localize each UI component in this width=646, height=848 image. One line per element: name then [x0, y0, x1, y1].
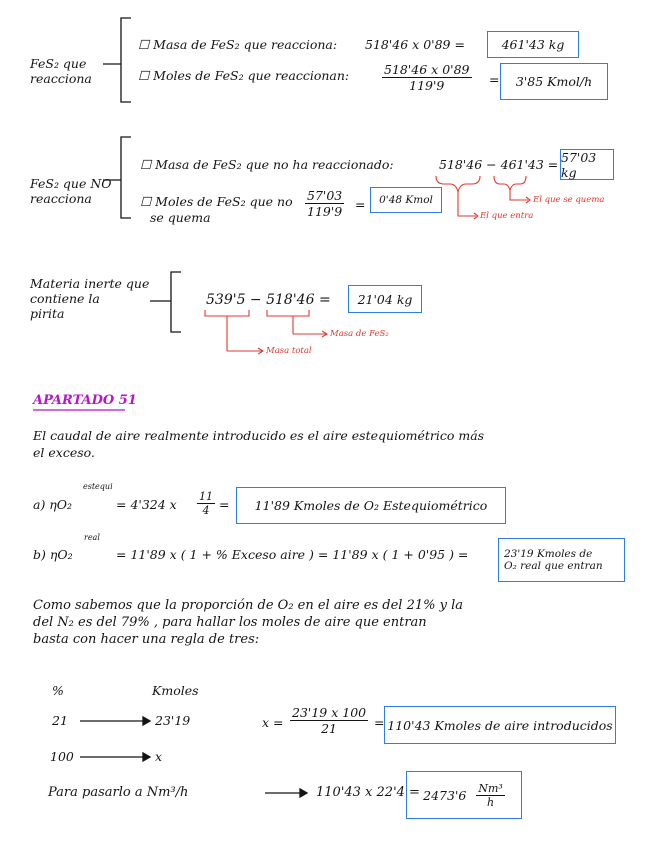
block1-label [30, 56, 92, 86]
block2-row2-result: 0'48 Kmol [370, 187, 442, 213]
para-line3: basta con hacer una regla de tres: [33, 632, 260, 647]
para-line1: Como sabemos que la proporción de O₂ en el aire es del 21% y la [33, 598, 464, 613]
block1-row2-den: 119'9 [409, 78, 445, 93]
eq-b-prefix: b) ηO₂ [33, 547, 73, 562]
para-line2: del N₂ es del 79% , para hallar los moles de aire que entran [33, 615, 427, 630]
rule-row1-a: 21 [52, 713, 68, 728]
final-unit-den: h [487, 795, 495, 809]
rule-x-label: x = [262, 715, 284, 730]
rule-row2-b: x [155, 749, 163, 764]
final-result [406, 771, 522, 819]
rule-den: 21 [321, 721, 337, 736]
block2-label-line2: reacciona [30, 191, 92, 206]
eq-a-fraction [197, 490, 215, 517]
section-intro-line2: el exceso. [33, 445, 95, 460]
eq-b-result-line2: O₂ real que entran [504, 560, 603, 572]
rule-num: 23'19 x 100 [292, 705, 367, 720]
eq-b-result [498, 538, 625, 582]
eq-a-num: 11 [199, 490, 213, 503]
block1-label-line1: FeS₂ que [30, 56, 87, 71]
block2-row2-eq: = [355, 197, 366, 212]
block1-row2-text: ☐ Moles de FeS₂ que reaccionan: [138, 68, 350, 83]
rule-header-kmoles: Kmoles [152, 683, 199, 698]
final-expr: 110'43 x 22'4 = [316, 785, 420, 800]
block1-row2-fraction [382, 62, 472, 93]
eq-a-expr: = 4'324 x [116, 497, 177, 512]
eq-a-eq: = [219, 497, 230, 512]
block1-row2-eq: = [489, 72, 500, 87]
eq-b-expr: = 11'89 x ( 1 + % Exceso aire ) = 11'89 x ( 1 + 0'95 ) = [116, 547, 469, 562]
block3-note-b: Masa de FeS₂ [330, 329, 389, 339]
block2-row2-text: ☐ Moles de FeS₂ que no [140, 194, 293, 209]
eq-a-prefix: a) ηO₂ [33, 497, 73, 512]
block2-label [30, 176, 112, 206]
block2-row2-fraction [305, 188, 344, 219]
block3-label-line1: Materia inerte que [30, 276, 150, 291]
rule-header-percent: % [52, 683, 64, 698]
block3-result: 21'04 kg [348, 285, 422, 313]
block3-note-a: Masa total [266, 346, 312, 356]
block1-row1-expr: 518'46 x 0'89 = [365, 37, 465, 52]
block2-row1-result: 57'03 kg [560, 149, 614, 180]
eq-a-sup: estequi [83, 482, 113, 491]
block3-label [30, 276, 149, 321]
section-intro-line1: El caudal de aire realmente introducido es el aire estequiométrico más [33, 428, 485, 443]
block3-label-line3: pirita [30, 306, 65, 321]
block1-row2-num: 518'46 x 0'89 [384, 62, 470, 77]
block1-row1-result: 461'43 kg [487, 31, 579, 58]
block2-label-line1: FeS₂ que NO [30, 176, 112, 191]
final-text: Para pasarlo a Nm³/h [48, 785, 189, 800]
block2-note-a: El que entra [480, 211, 534, 221]
block2-row2-den: 119'9 [307, 204, 343, 219]
rule-row1-b: 23'19 [155, 713, 191, 728]
rule-row2-a: 100 [50, 749, 74, 764]
final-unit-num: Nm³ [478, 781, 503, 795]
final-unit [476, 782, 504, 809]
block2-row1-expr: 518'46 − 461'43 = [439, 157, 559, 172]
block1-label-line2: reacciona [30, 71, 92, 86]
block2-row2-text2: se quema [150, 210, 211, 225]
rule-result: 110'43 Kmoles de aire introducidos [384, 706, 616, 744]
rule-fraction [290, 705, 368, 736]
final-result-value: 2473'6 [423, 787, 467, 803]
block3-expr: 539'5 − 518'46 = [206, 292, 331, 308]
section-title: APARTADO 51 [33, 393, 137, 408]
block2-row2-num: 57'03 [307, 188, 343, 203]
block1-row2-result: 3'85 Kmol/h [500, 63, 608, 100]
eq-b-sup: real [84, 533, 100, 542]
eq-a-den: 4 [202, 504, 210, 517]
block3-label-line2: contiene la [30, 291, 100, 306]
block2-row1-text: ☐ Masa de FeS₂ que no ha reaccionado: [140, 157, 394, 172]
eq-b-result-line1: 23'19 Kmoles de [504, 548, 593, 560]
rule-eq: = [374, 715, 385, 730]
block2-note-b: El que se quema [533, 195, 605, 205]
block1-row1-text: ☐ Masa de FeS₂ que reacciona: [138, 37, 338, 52]
eq-a-result: 11'89 Kmoles de O₂ Estequiométrico [236, 487, 506, 524]
